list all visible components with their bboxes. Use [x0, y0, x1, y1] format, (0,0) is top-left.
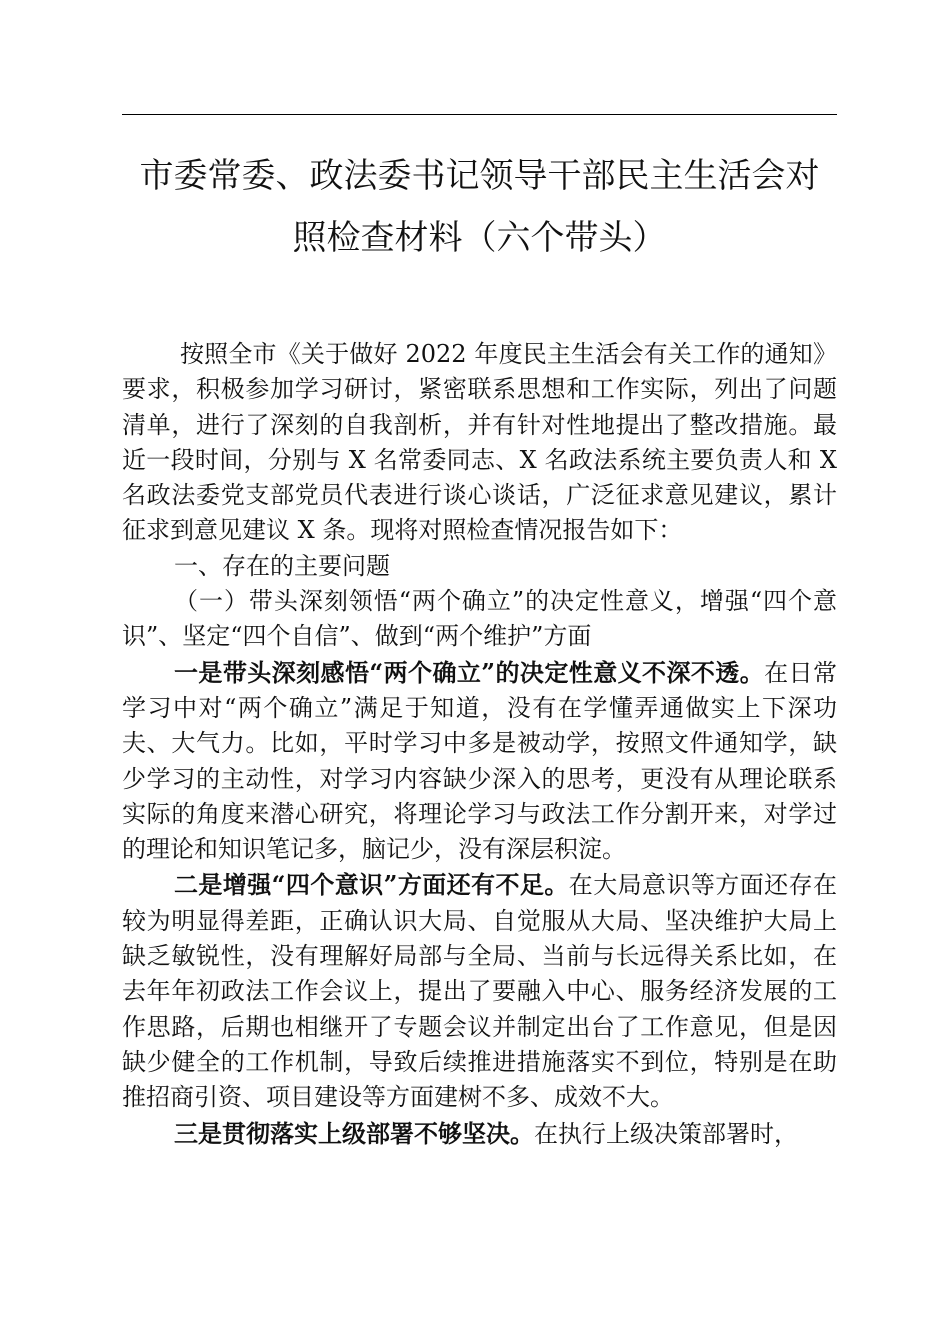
point-1-body: 在日常学习中对“两个确立”满足于知道，没有在学懂弄通做实上下深功夫、大气力。比如，平时学习中多是被动学，按照文件通知学，缺少学习的主动性，对学习内容缺少深入的思考，更没有从理论联系实际的角度来潜心研究，将理论学习与政法工作分割开来，对学过的理论和知识笔记多，脑记少，没有深层积淀。 [122, 658, 837, 864]
title-line-1: 市委常委、政法委书记领导干部民主生活会对 [139, 156, 820, 196]
point-3-paragraph [122, 1116, 837, 1152]
point-2-paragraph [122, 867, 837, 1115]
header-rule [122, 114, 837, 115]
point-1-paragraph [122, 655, 837, 868]
point-3-lead: 三是贯彻落实上级部署不够坚决。 [174, 1118, 534, 1148]
point-2-body: 在大局意识等方面还存在较为明显得差距，正确认识大局、自觉服从大局、坚决维护大局上缺乏敏锐性，没有理解好局部与全局、当前与长远得关系比如，在去年年初政法工作会议上，提出了要融入中心、服务经济发展的工作思路，后期也相继开了专题会议并制定出台了工作意见，但是因缺少健全的工作机制，导致后续推进措施落实不到位，特别是在助推招商引资、项目建设等方面建树不多、成效不大。 [122, 871, 837, 1112]
subsection-heading: （一）带头深刻领悟“两个确立”的决定性意义，增强“四个意识”、坚定“四个自信”、做到“两个维护”方面 [122, 587, 837, 651]
point-1-lead: 一是带头深刻感悟“两个确立”的决定性意义不深不透。 [174, 657, 765, 687]
point-2-lead: 二是增强“四个意识”方面还有不足。 [174, 870, 569, 900]
point-3-body: 在执行上级决策部署时， [534, 1119, 798, 1148]
document-title [122, 145, 837, 269]
document-body [122, 337, 837, 1152]
intro-paragraph: 按照全市《关于做好 2022 年度民主生活会有关工作的通知》要求，积极参加学习研讨，紧密联系思想和工作实际，列出了问题清单，进行了深刻的自我剖析，并有针对性地提出了整改措施。最近一段时间，分别与 X 名常委同志、X 名政法系统主要负责人和 X 名政法委党支部党员代表进行谈心谈话，广泛征求意见建议，累计征求到意见建议 X 条。现将对照检查情况报告如下： [122, 340, 837, 545]
section-heading: 一、存在的主要问题 [174, 551, 390, 580]
title-line-2: 照检查材料（六个带头） [292, 218, 667, 258]
